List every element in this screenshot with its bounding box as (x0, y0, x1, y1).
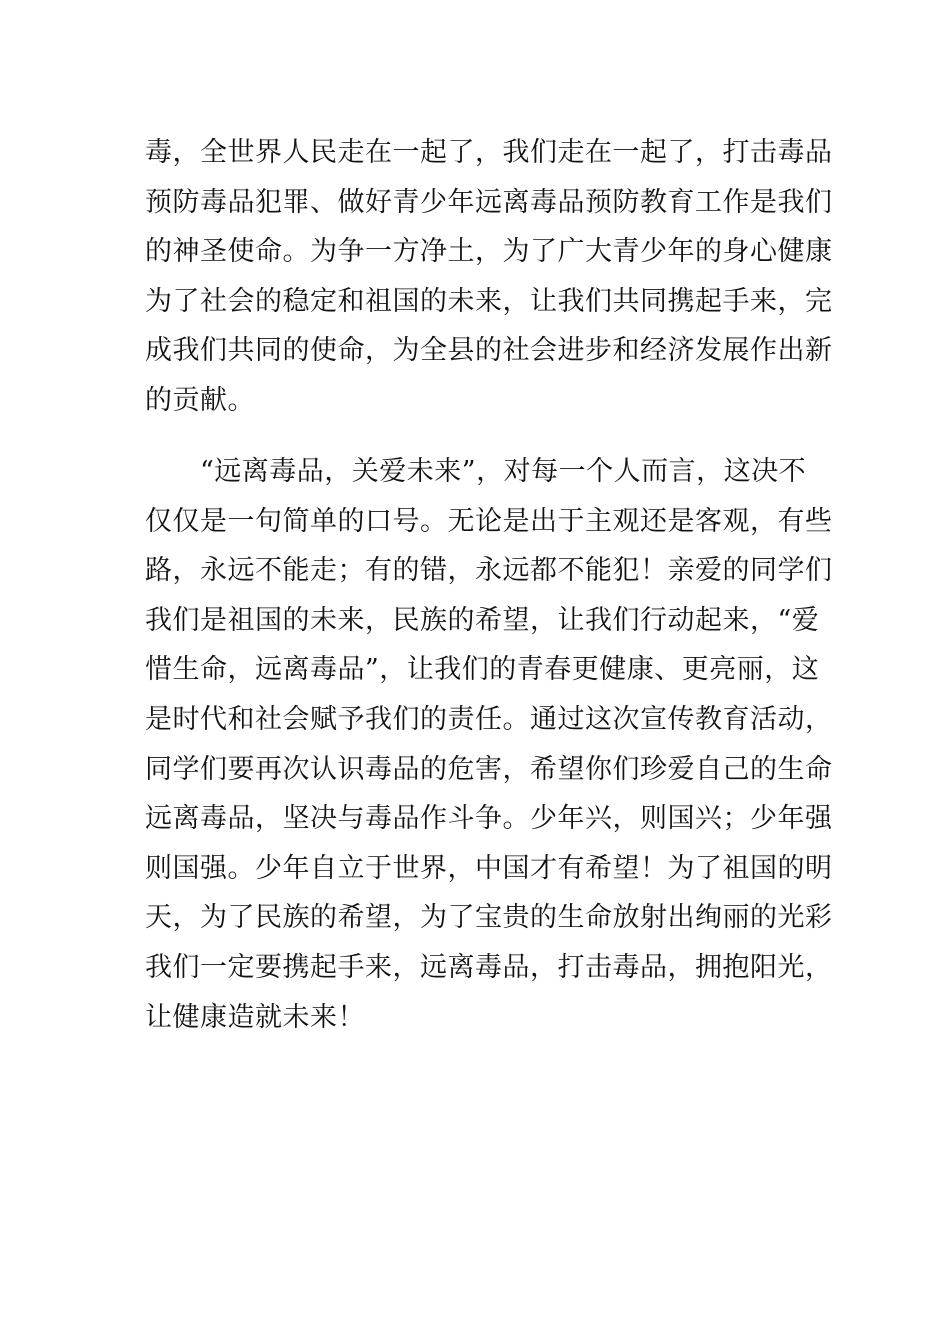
paragraph-line: 仅仅是一句简单的口号。无论是出于主观还是客观，有些 (145, 505, 833, 537)
paragraph-line: 远离毒品，坚决与毒品作斗争。少年兴，则国兴；少年强 (145, 803, 833, 835)
paragraph-line: 惜生命，远离毒品”，让我们的青春更健康、更亮丽，这 (145, 654, 820, 686)
paragraph-line: 为了社会的稳定和祖国的未来，让我们共同携起手来，完 (145, 285, 833, 317)
paragraph-line: 让健康造就未来！ (145, 1001, 365, 1033)
paragraph-line: 路，永远不能走；有的错，永远都不能犯！亲爱的同学们 (145, 555, 833, 587)
paragraph-line: 毒，全世界人民走在一起了，我们走在一起了，打击毒品 (145, 137, 833, 168)
paragraph-line: 同学们要再次认识毒品的危害，希望你们珍爱自己的生命 (145, 753, 833, 785)
paragraph-line: 是时代和社会赋予我们的责任。通过这次宣传教育活动， (145, 703, 833, 735)
paragraph-line: 预防毒品犯罪、做好青少年远离毒品预防教育工作是我们 (145, 186, 833, 218)
paragraph-line: 我们是祖国的未来，民族的希望，让我们行动起来，“爱 (145, 604, 820, 636)
paragraph-line: 则国强。少年自立于世界，中国才有希望！为了祖国的明 (145, 852, 833, 884)
paragraph-1 (145, 128, 833, 426)
paragraph-line: 的神圣使命。为争一方净土，为了广大青少年的身心健康 (145, 236, 833, 268)
paragraph-line: 我们一定要携起手来，远离毒品，打击毒品，拥抱阳光， (145, 951, 833, 983)
paragraph-line: 天，为了民族的希望，为了宝贵的生命放射出绚丽的光彩 (145, 902, 833, 934)
paragraph-line: “远离毒品，关爱未来”，对每一个人而言，这决不 (145, 456, 807, 487)
paragraph-line: 成我们共同的使命，为全县的社会进步和经济发展作出新 (145, 335, 833, 367)
paragraph-2 (145, 447, 833, 1042)
paragraph-line: 的贡献。 (145, 384, 255, 416)
